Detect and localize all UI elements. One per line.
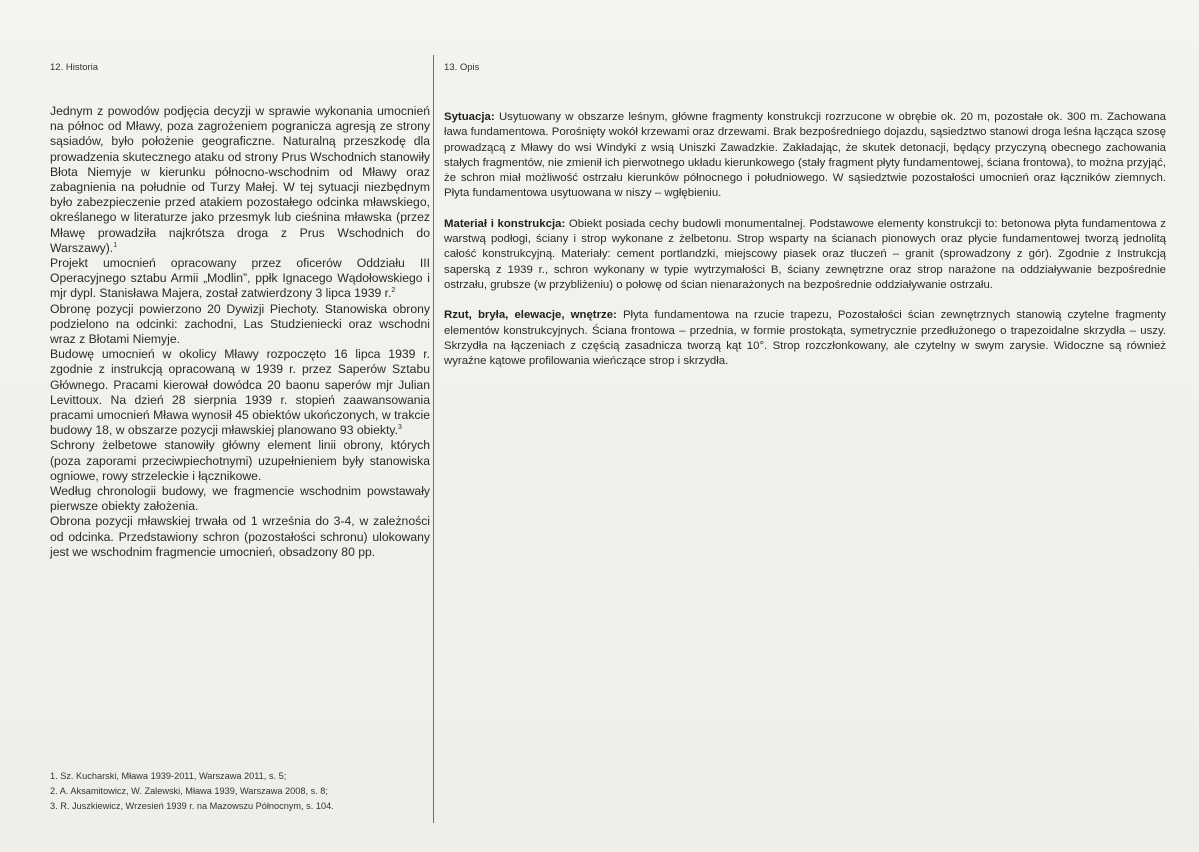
history-paragraph: Obronę pozycji powierzono 20 Dywizji Piechoty. Stanowiska obrony podzielono na odcinki: zachodni, Las Studzieniecki oraz wschodni wraz z Błotami Niemyje. bbox=[50, 301, 430, 347]
description-section-plan: Rzut, bryła, elewacje, wnętrze: Płyta fundamentowa na rzucie trapezu, Pozostałości ścian zewnętrznych stanowią czytelne fragmenty elementów konstrukcyjnych. Ściana frontowa – przednia, w formie prostokąta, symetrycznie przedłużonego o trapezoidalne skrzydła – uszy. Skrzydła na łączeniach z częścią zasadnicza tworzą kąt 10°. Strop rozczłonkowany, ale czytelny w swym zarysie. Widoczne są również wyraźne kątowe profilowania wieńczące strop i skrzydła. bbox=[444, 309, 1166, 368]
description-column bbox=[444, 110, 1166, 384]
description-section-material: Materiał i konstrukcja: Obiekt posiada cechy budowli monumentalnej. Podstawowe elementy konstrukcji to: betonowa płyta fundamentowa z warstwą podłogi, ściany i strop wykonane z żelbetonu. Strop wsparty na ścianach pionowych oraz płycie fundamentowej tworzą jednolitą całość konstrukcyjną. Materiały: cement portlandzki, miejscowy piasek oraz tłuczeń – granit (sprowadzony z gór). Zgodnie z Instrukcją saperską z 1939 r., schron wykonany w typie wytrzymałości B, ściany zewnętrzne oraz strop narażone na oddziaływanie bezpośrednie ostrzału, grubsze (w przybliżeniu) o połowę od ścian nienarażonych na bezpośrednie oddziaływanie ostrzału. bbox=[444, 217, 1166, 291]
footnote-ref: 2 bbox=[391, 287, 396, 295]
section-title-history: 12. Historia bbox=[50, 62, 99, 73]
footnote-item: 1. Sz. Kucharski, Mława 1939-2011, Warszawa 2011, s. 5; bbox=[50, 771, 287, 781]
footnotes bbox=[50, 769, 430, 813]
section-title-description: 13. Opis bbox=[444, 62, 480, 73]
description-section-situation: Sytuacja: Usytuowany w obszarze leśnym, główne fragmenty konstrukcji rozrzucone w obrębie ok. 20 m, pozostałe ok. 300 m. Zachowana ława fundamentowa. Porośnięty wokół krzewami oraz drzewami. Brak bezpośredniego dojazdu, sąsiedztwo stanowi droga leśna łącząca szosę prowadzącą z Mławy do wsi Windyki z wsią Uniszki Zawadzkie. Zakładając, że skutek detonacji, będący przyczyną obecnego zachowania stałych fragmentów, nie zmienił ich pierwotnego układu kierunkowego (stały fragment płyty fundamentowej, ściana frontowa), to można przyjąć, że schron miał możliwość ostrzału kierunków północnego i południowego. W sąsiedztwie pozostałości umocnień oraz łączników ziemnych. Płyta fundamentowa usytuowana w niszy – wgłębieniu. bbox=[444, 111, 1166, 200]
footnote-ref: 3 bbox=[397, 424, 402, 432]
footnote-item: 3. R. Juszkiewicz, Wrzesień 1939 r. na Mazowszu Północnym, s. 104. bbox=[50, 800, 334, 811]
history-column bbox=[50, 104, 430, 560]
history-paragraph: Schrony żelbetowe stanowiły główny element linii obrony, których (poza zaporami przeciwpiechotnymi) uzupełnieniem były stanowiska ogniowe, rowy strzeleckie i łącznikowe. bbox=[50, 438, 430, 483]
footnote-item: 2. A. Aksamitowicz, W. Zalewski, Mława 1939, Warszawa 2008, s. 8; bbox=[50, 785, 328, 796]
history-paragraph: Obrona pozycji mławskiej trwała od 1 września do 3-4, w zależności od odcinka. Przedstawiony schron (pozostałości schronu) ulokowany jest we wschodnim fragmencie umocnień, obsadzony 80 pp. bbox=[50, 514, 430, 559]
section-label: Materiał i konstrukcja: bbox=[444, 217, 566, 230]
history-paragraph: Według chronologii budowy, we fragmencie wschodnim powstawały pierwsze obiekty założenia. bbox=[50, 484, 430, 514]
column-divider bbox=[433, 55, 434, 823]
history-paragraph: Budowę umocnień w okolicy Mławy rozpoczęto 16 lipca 1939 r. zgodnie z instrukcją opracowaną w 1939 r. przez Saperów Sztabu Głównego. Pracami kierował dowódca 20 baonu saperów mjr Julian Levittoux. Na dzień 28 sierpnia 1939 r. stopień zaawansowania pracami umocnień Mława wynosił 45 obiektów ukończonych, w trakcie budowy 18, w obszarze pozycji mławskiej planowano 93 obiekty.$^3$ bbox=[50, 347, 430, 438]
footnote-ref: 1 bbox=[113, 241, 118, 249]
history-paragraph: Projekt umocnień opracowany przez oficerów Oddziału III Operacyjnego sztabu Armii „Modlin”, ppłk Ignacego Wądołowskiego i mjr dypl. Stanisława Majera, został zatwierdzony 3 lipca 1939 r.$^2$ bbox=[50, 256, 430, 301]
history-paragraph: Jednym z powodów podjęcia decyzji w sprawie wykonania umocnień na północ od Mławy, poza zagrożeniem pogranicza agresją ze strony sąsiadów, było położenie geograficzne. Naturalną przeszkodę dla prowadzenia skutecznego ataku od strony Prus Wschodnich stanowiły Błota Niemyje w kierunku północno-wschodnim od Mławy oraz zabagnienia na południe od Turzy Małej. W tej sytuacji niezbędnym było zabezpieczenie przed atakiem pozostałego odcinka mławskiego, określanego w literaturze jako przesmyk lub cieśnina mławska (przez Mławę prowadziła najkrótsza droga z Prus Wschodnich do Warszawy).$^1$ bbox=[50, 104, 430, 255]
section-label: Rzut, bryła, elewacje, wnętrze: bbox=[444, 309, 617, 322]
section-label: Sytuacja: bbox=[444, 111, 495, 123]
